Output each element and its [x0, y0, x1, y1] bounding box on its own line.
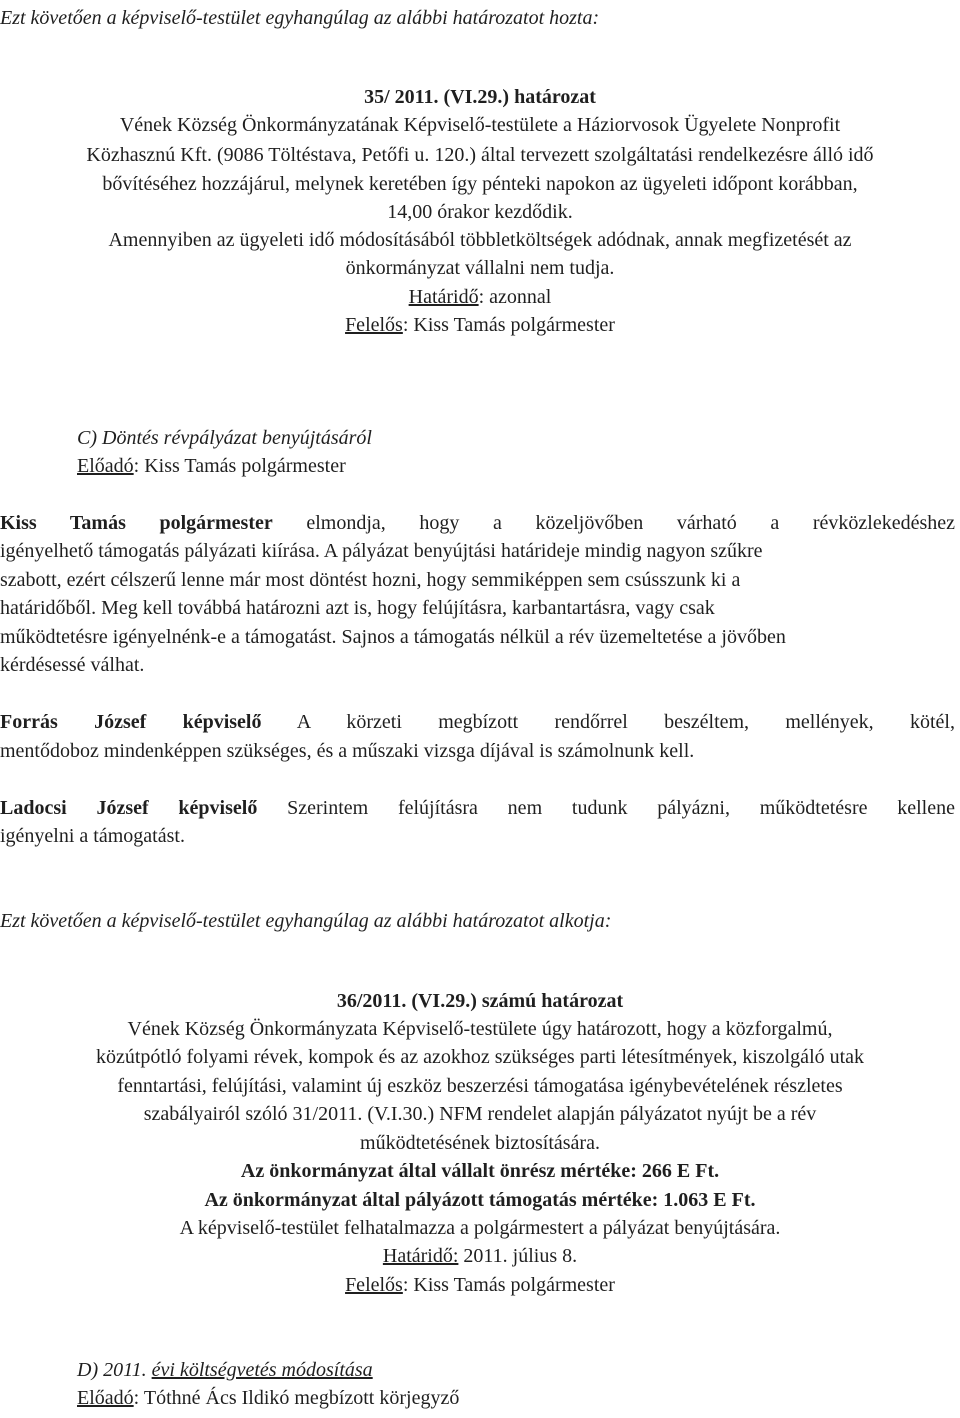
paragraph-line: kérdésessé válhat.: [0, 654, 145, 676]
grant-line: Az önkormányzat által pályázott támogatás mértéke: 1.063 E Ft.: [204, 1189, 756, 1211]
authorization-line: A képviselő-testület felhatalmazza a polgármestert a pályázat benyújtására.: [179, 1217, 781, 1239]
paragraph-text: A körzeti megbízott rendőrrel beszéltem, mellények, kötél,: [261, 711, 955, 733]
section-heading: C) Döntés révpályázat benyújtásáról: [77, 427, 372, 449]
speaker-name: Ladocsi József képviselő: [0, 797, 258, 819]
resolution-text-line: Vének Község Önkormányzatának Képviselő-testülete a Háziorvosok Ügyelete Nonprofit: [119, 114, 841, 136]
responsible-line: [0, 1273, 960, 1297]
speaker-name: Kiss Tamás polgármester: [0, 512, 273, 534]
paragraph-line: [0, 511, 955, 535]
resolution-text-line: közútpótló folyami révek, kompok és az azokhoz szükséges parti létesítmények, kiszolgáló utak: [95, 1046, 865, 1068]
paragraph-text: Szerintem felújításra nem tudunk pályázni, működtetésre kellene: [257, 797, 955, 819]
responsible-value: : Kiss Tamás polgármester: [402, 314, 615, 336]
section-heading-prefix: D) 2011.: [77, 1359, 152, 1381]
resolution-text-line: bővítéséhez hozzájárul, melynek keretében így pénteki napokon az ügyeleti időpont korábban,: [102, 173, 858, 195]
paragraph-line: szabott, ezért célszerű lenne már most döntést hozni, hogy semmiképpen sem csússzunk ki a: [0, 569, 741, 591]
resolution-title: 36/2011. (VI.29.) számú határozat: [336, 990, 624, 1012]
resolution-text-line: működtetésének biztosítására.: [360, 1132, 600, 1154]
presenter-value: : Kiss Tamás polgármester: [133, 455, 346, 477]
paragraph-line: működtetésre igényelnénk-e a támogatást. Sajnos a támogatás nélkül a rév üzemeltetése a jövőben: [0, 626, 786, 648]
resolution-text-line: Vének Község Önkormányzata Képviselő-testülete úgy határozott, hogy a közforgalmú,: [127, 1018, 833, 1040]
resolution-intro: Ezt követően a képviselő-testület egyhangúlag az alábbi határozatot alkotja:: [0, 910, 612, 932]
paragraph-line: igényelni a támogatást.: [0, 825, 185, 847]
responsible-label: Felelős: [345, 314, 403, 336]
resolution-title: 35/ 2011. (VI.29.) határozat: [364, 86, 596, 108]
presenter-line: [77, 1386, 459, 1410]
section-heading-title: évi költségvetés módosítása: [151, 1359, 373, 1381]
responsible-label: Felelős: [345, 1274, 403, 1296]
paragraph-line: mentődoboz mindenképpen szükséges, és a műszaki vizsga díjával is számolnunk kell.: [0, 740, 695, 762]
resolution-intro: Ezt követően a képviselő-testület egyhangúlag az alábbi határozatot hozta:: [0, 7, 600, 29]
speaker-name: Forrás József képviselő: [0, 711, 262, 733]
presenter-label: Előadó: [77, 1387, 134, 1409]
deadline-value: : azonnal: [478, 286, 552, 308]
own-share-line: Az önkormányzat által vállalt önrész mértéke: 266 E Ft.: [240, 1160, 720, 1182]
paragraph-line: [0, 710, 955, 734]
presenter-value: : Tóthné Ács Ildikó megbízott körjegyző: [133, 1387, 460, 1409]
responsible-line: [0, 313, 960, 337]
resolution-text-line: szabályairól szóló 31/2011. (V.I.30.) NFM rendelet alapján pályázatot nyújt be a rév: [143, 1103, 817, 1125]
deadline-line: [0, 1244, 960, 1268]
deadline-line: [0, 285, 960, 309]
presenter-label: Előadó: [77, 455, 134, 477]
paragraph-line: igényelhető támogatás pályázati kiírása. A pályázat benyújtási határideje mindig nagyon szűkre: [0, 540, 763, 562]
deadline-label: Határidő: [408, 286, 479, 308]
deadline-label: Határidő:: [382, 1245, 459, 1267]
presenter-line: [77, 454, 346, 478]
paragraph-line: [0, 796, 955, 820]
paragraph-line: határidőből. Meg kell továbbá határozni azt is, hogy felújításra, karbantartásra, vagy csak: [0, 597, 715, 619]
resolution-text-line: Közhasznú Kft. (9086 Töltéstava, Petőfi u. 120.) által tervezett szolgáltatási rendelkezésre álló idő: [86, 144, 874, 166]
deadline-value: 2011. július 8.: [458, 1245, 578, 1267]
section-heading: [77, 1358, 373, 1382]
paragraph-text: elmondja, hogy a közeljövőben várható a révközlekedéshez: [272, 512, 956, 534]
resolution-text-line: Amennyiben az ügyeleti idő módosításából többletköltségek adódnak, annak megfizetését az: [108, 229, 852, 251]
resolution-text-line: önkormányzat vállalni nem tudja.: [345, 257, 615, 279]
resolution-text-line: fenntartási, felújítási, valamint új eszköz beszerzési támogatása igénybevételének részletes: [117, 1075, 843, 1097]
resolution-text-line: 14,00 órakor kezdődik.: [387, 201, 573, 223]
responsible-value: : Kiss Tamás polgármester: [402, 1274, 615, 1296]
